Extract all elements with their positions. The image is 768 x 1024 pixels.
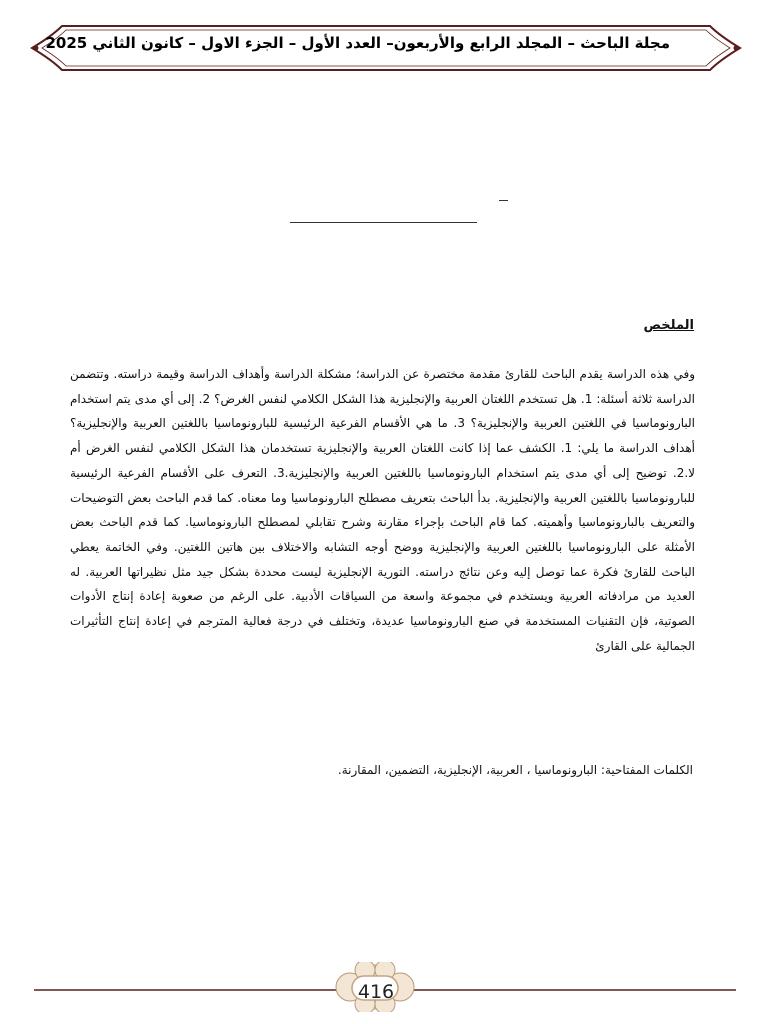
title-dash-mark — [499, 200, 508, 201]
title-underline-rule — [290, 222, 477, 223]
abstract-paragraph: وفي هذه الدراسة يقدم الباحث للقارئ مقدمة مختصرة عن الدراسة؛ مشكلة الدراسة وأهداف الدراسة وقيمة دراسته. وتتضمن الدراسة ثلاثة أسئلة: 1. هل تستخدم اللغتان العربية والإنجليزية هذا الشكل الكلامي لنفس الغرض؟ 2. إلى أي مدى يتم استخدام البارونوماسيا في اللغتين العربية والإنجليزية؟ 3. ما هي الأقسام الفرعية الرئيسية للبارونوماسيا باللغتين العربية والإنجليزية؟ أهداف الدراسة ما يلي: 1. الكشف عما إذا كانت اللغتان العربية والإنجليزية تستخدمان هذا الشكل الكلامي لنفس الغرض أم لا.2. توضيح إلى أي مدى يتم استخدام البارونوماسيا باللغتين العربية والإنجليزية.3. التعرف على الأقسام الفرعية الرئيسية للبارونوماسيا باللغتين العربية والإنجليزية. بدأ الباحث بتعريف مصطلح البارونوماسيا وما معناه. كما قدم الباحث بعض التوضيحات والتعريف بالبارونوماسيا وأهميته. كما قام الباحث بإجراء مقارنة وشرح تقابلي لمصطلح البارونوماسيا. كما قدم الباحث بعض الأمثلة على البارونوماسيا باللغتين العربية والإنجليزية ووضح أوجه التشابه والاختلاف بين هاتين اللغتين. وفي الخاتمة يعطي الباحث للقارئ فكرة عما توصل إليه وعن نتائج دراسته. التورية الإنجليزية ليست محددة بشكل جيد مثل نظيراتها العربية. له العديد من مرادفاته العربية ويستخدم في مجموعة واسعة من السياقات الأدبية. على الرغم من صعوبة إعادة إنتاج الأدوات الصوتية، فإن التقنيات المستخدمة في صنع البارونوماسيا عديدة، وتختلف في درجة فعالية المترجم في إعادة إنتاج التأثيرات الجمالية على القارئ — [70, 367, 696, 653]
abstract-body — [70, 362, 695, 658]
abstract-heading: الملخص — [643, 318, 694, 333]
keywords-line: الكلمات المفتاحية: البارونوماسيا ، العربية، الإنجليزية، التضمين، المقارنة. — [337, 763, 693, 777]
page-number: 416 — [357, 981, 395, 1003]
journal-header-title: مجلة الباحث – المجلد الرابع والأربعون– العدد الأول – الجزء الاول – كانون الثاني 2025 — [45, 34, 670, 52]
